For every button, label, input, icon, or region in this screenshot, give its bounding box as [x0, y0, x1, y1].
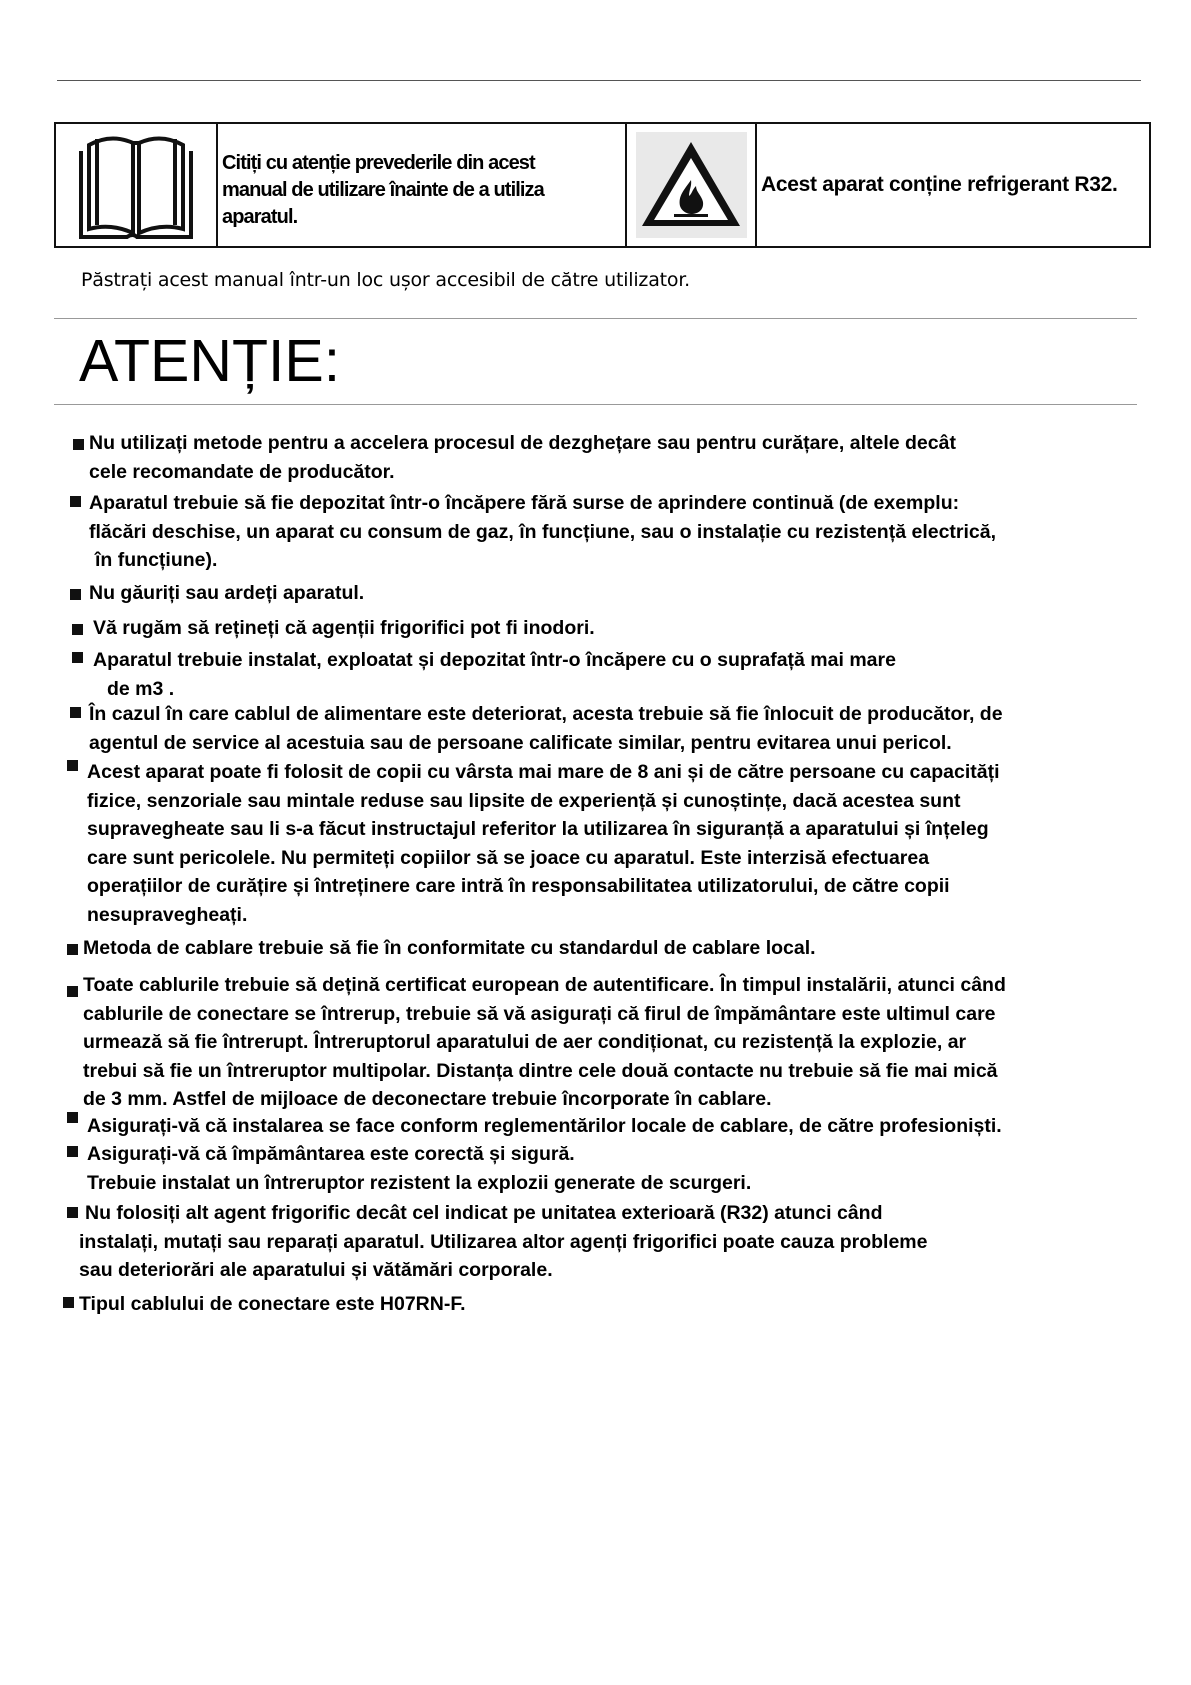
read-manual-line-3: aparatul. — [222, 205, 298, 228]
read-manual-note — [218, 124, 627, 246]
warning-item-line: de 3 mm. Astfel de mijloace de deconectare trebuie încorporate în cablare. — [83, 1088, 772, 1111]
bullet-square-icon — [67, 1112, 78, 1123]
warning-item-line: sau deteriorări ale aparatului și vătămări corporale. — [79, 1259, 553, 1282]
bullet-square-icon — [67, 986, 78, 997]
warning-item-line: instalați, mutați sau reparați aparatul. Utilizarea altor agenți frigorifici poate cauza probleme — [79, 1230, 928, 1253]
warning-item-line: trebui să fie un întreruptor multipolar. Distanța dintre cele două contacte nu trebuie să fie mai mică — [83, 1059, 998, 1082]
warning-item-line: Nu folosiți alt agent frigorific decât cel indicat pe unitatea exterioară (R32) atunci când — [85, 1202, 883, 1224]
bullet-square-icon — [63, 1297, 74, 1308]
bullet-square-icon — [67, 1146, 78, 1157]
warning-item-line: Aparatul trebuie să fie depozitat într-o încăpere fără surse de aprindere continuă (de exemplu: — [89, 492, 960, 514]
warning-item-line: Asigurați-vă că instalarea se face conform reglementărilor locale de cablare, de către profesioniști. — [87, 1115, 1002, 1137]
bullet-square-icon — [67, 760, 78, 771]
notice-table — [54, 122, 1151, 248]
warning-item-line: agentul de service al acestuia sau de persoane calificate similar, pentru evitarea unui pericol. — [89, 731, 952, 754]
warning-item-line: cablurile de conectare se întrerup, trebuie să vă asigurați că firul de împământare este ultimul care — [83, 1002, 996, 1025]
flammable-icon-cell — [627, 124, 757, 246]
manual-icon-cell — [56, 124, 218, 246]
warning-item-line: fizice, senzoriale sau mintale reduse sau lipsite de experiență și cunoștințe, dacă acestea sunt — [87, 789, 961, 812]
warning-item-line: nesupravegheați. — [87, 904, 248, 926]
book-icon — [71, 129, 201, 241]
bullet-square-icon — [72, 652, 83, 663]
refrigerant-note — [757, 124, 1149, 246]
bullet-square-icon — [72, 624, 83, 635]
warning-item-line: Vă rugăm să rețineți că agenții frigorifici pot fi inodori. — [93, 617, 595, 639]
warning-item-line: Toate cablurile trebuie să dețină certificat european de autentificare. În timpul instalării, atunci când — [83, 974, 1006, 996]
warning-item-line: Metoda de cablare trebuie să fie în conformitate cu standardul de cablare local. — [83, 937, 816, 959]
warning-item-line: Aparatul trebuie instalat, exploatat și depozitat într-o încăpere cu o suprafață mai mare — [93, 649, 896, 671]
warning-item-line: care sunt pericolele. Nu permiteți copiilor să se joace cu aparatul. Este interzisă efectuarea — [87, 846, 930, 869]
warning-item-line: Asigurați-vă că împământarea este corectă și sigură. — [87, 1143, 575, 1165]
warning-item-line: Nu găuriți sau ardeți aparatul. — [89, 582, 365, 604]
bullet-square-icon — [70, 496, 81, 507]
read-manual-line-2: manual de utilizare înainte de a utiliza — [222, 178, 544, 201]
warning-item-line: cele recomandate de producător. — [89, 460, 395, 483]
bullet-square-icon — [70, 707, 81, 718]
warning-item-line: operațiilor de curățire și întreținere care intră în responsabilitatea utilizatorului, de către copii — [87, 875, 950, 898]
bullet-square-icon — [67, 1207, 78, 1218]
refrigerant-text: Acest aparat conține refrigerant R32. — [761, 173, 1118, 196]
bullet-square-icon — [70, 589, 81, 600]
bullet-square-icon — [73, 439, 84, 450]
flammable-warning-icon — [634, 130, 749, 240]
bullet-square-icon — [67, 944, 78, 955]
keep-manual-note: Păstrați acest manual într-un loc ușor accesibil de către utilizator. — [81, 269, 691, 291]
warning-item-line: de m3 . — [107, 677, 175, 700]
top-rule — [57, 80, 1141, 81]
warning-item-line: Trebuie instalat un întreruptor rezistent la explozii generate de scurgeri. — [87, 1171, 752, 1194]
section-divider — [54, 318, 1137, 319]
warning-item-line: urmează să fie întrerupt. Întreruptorul aparatului de aer condiționat, cu rezistență la explozie, ar — [83, 1031, 967, 1054]
warning-item-line: În cazul în care cablul de alimentare este deteriorat, acesta trebuie să fie înlocuit de producător, de — [89, 703, 1003, 725]
warning-item-line: Tipul cablului de conectare este H07RN-F. — [79, 1293, 466, 1315]
read-manual-line-1: Citiți cu atenție prevederile din acest — [222, 151, 535, 174]
warning-item-line: Acest aparat poate fi folosit de copii cu vârsta mai mare de 8 ani și de către persoane cu capacități — [87, 761, 1000, 783]
page-title: ATENȚIE: — [79, 328, 341, 394]
warning-item-line: supravegheate sau li s-a făcut instructajul referitor la utilizarea în siguranță a aparatului și înțeleg — [87, 818, 989, 841]
warning-item-line: Nu utilizați metode pentru a accelera procesul de dezghețare sau pentru curățare, altele decât — [89, 432, 956, 454]
title-divider — [54, 404, 1137, 405]
warning-item-line: flăcări deschise, un aparat cu consum de gaz, în funcțiune, sau o instalație cu rezistență electrică, — [89, 520, 997, 543]
warning-item-line: în funcțiune). — [95, 549, 218, 572]
